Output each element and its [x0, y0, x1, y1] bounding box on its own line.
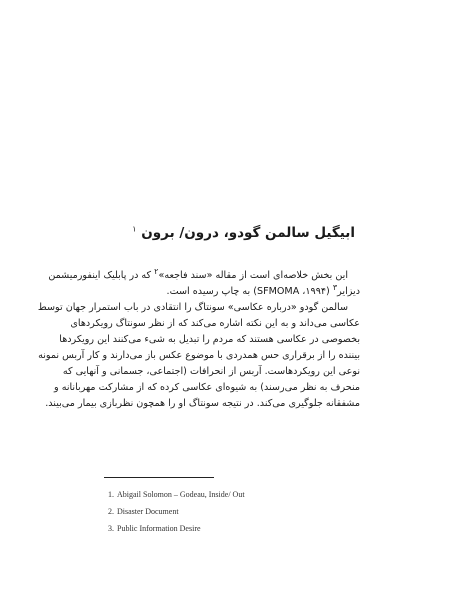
paragraph-1-line-1: این بخش خلاصه‌ای است از مقاله «سند فاجعه»$^۲$ که در پابلیک اینفورمیشمن — [48, 266, 348, 281]
footnotes — [108, 486, 245, 537]
paragraph-1-line-2: دیزایر$^۳$ (SFMOMA ،۱۹۹۴) به چاپ رسیده است. — [166, 282, 360, 297]
paragraph-2-line: مشفقانه جلوگیری می‌کند. در نتیجه سونتاگ او را همچون نظربازی بیمار می‌بیند. — [45, 398, 360, 409]
paragraph-2-line: منحرف به نظر می‌رسند) به شیوه‌ای عکاسی کرده که از مشارکت مهربانانه و — [54, 382, 360, 393]
footnote-ref-2: ۲ — [154, 266, 159, 276]
section-title — [132, 225, 355, 241]
footnote-item: 1. Abigail Solomon – Godeau, Inside/ Out — [108, 490, 245, 499]
paragraph-2-line: بیننده را از برقراری حس همدردی با موضوع عکس باز می‌دارند و کار آربس نمونه — [38, 350, 360, 361]
footnote-item: 2. Disaster Document — [108, 507, 179, 516]
footnote-ref-1: ۱ — [132, 224, 137, 234]
footnote-ref-3: ۳ — [332, 282, 338, 292]
section-title-text: ابیگیل سالمن گودو، درون/ برون — [141, 225, 355, 241]
footnote-divider — [104, 477, 214, 478]
paragraph-2-line: نوعی این رویکردهاست. آربس از انحرافات (اجتماعی، جسمانی و آنهایی که — [62, 366, 360, 377]
body-text — [37, 266, 360, 412]
paragraph-2-line: بخصوصی در عکاسی هستند که مردم را تبدیل به شیء می‌کنند این رویکردها — [59, 334, 360, 345]
paragraph-2-line: سالمن گودو «درباره عکاسی» سونتاگ را انتقادی در باب استمرار جهان توسط — [37, 302, 348, 313]
paragraph-2-line: عکاسی می‌داند و به این نکته اشاره می‌کند که از نظر سونتاگ رویکردهای — [70, 318, 360, 329]
footnote-item: 3. Public Information Desire — [108, 524, 201, 533]
